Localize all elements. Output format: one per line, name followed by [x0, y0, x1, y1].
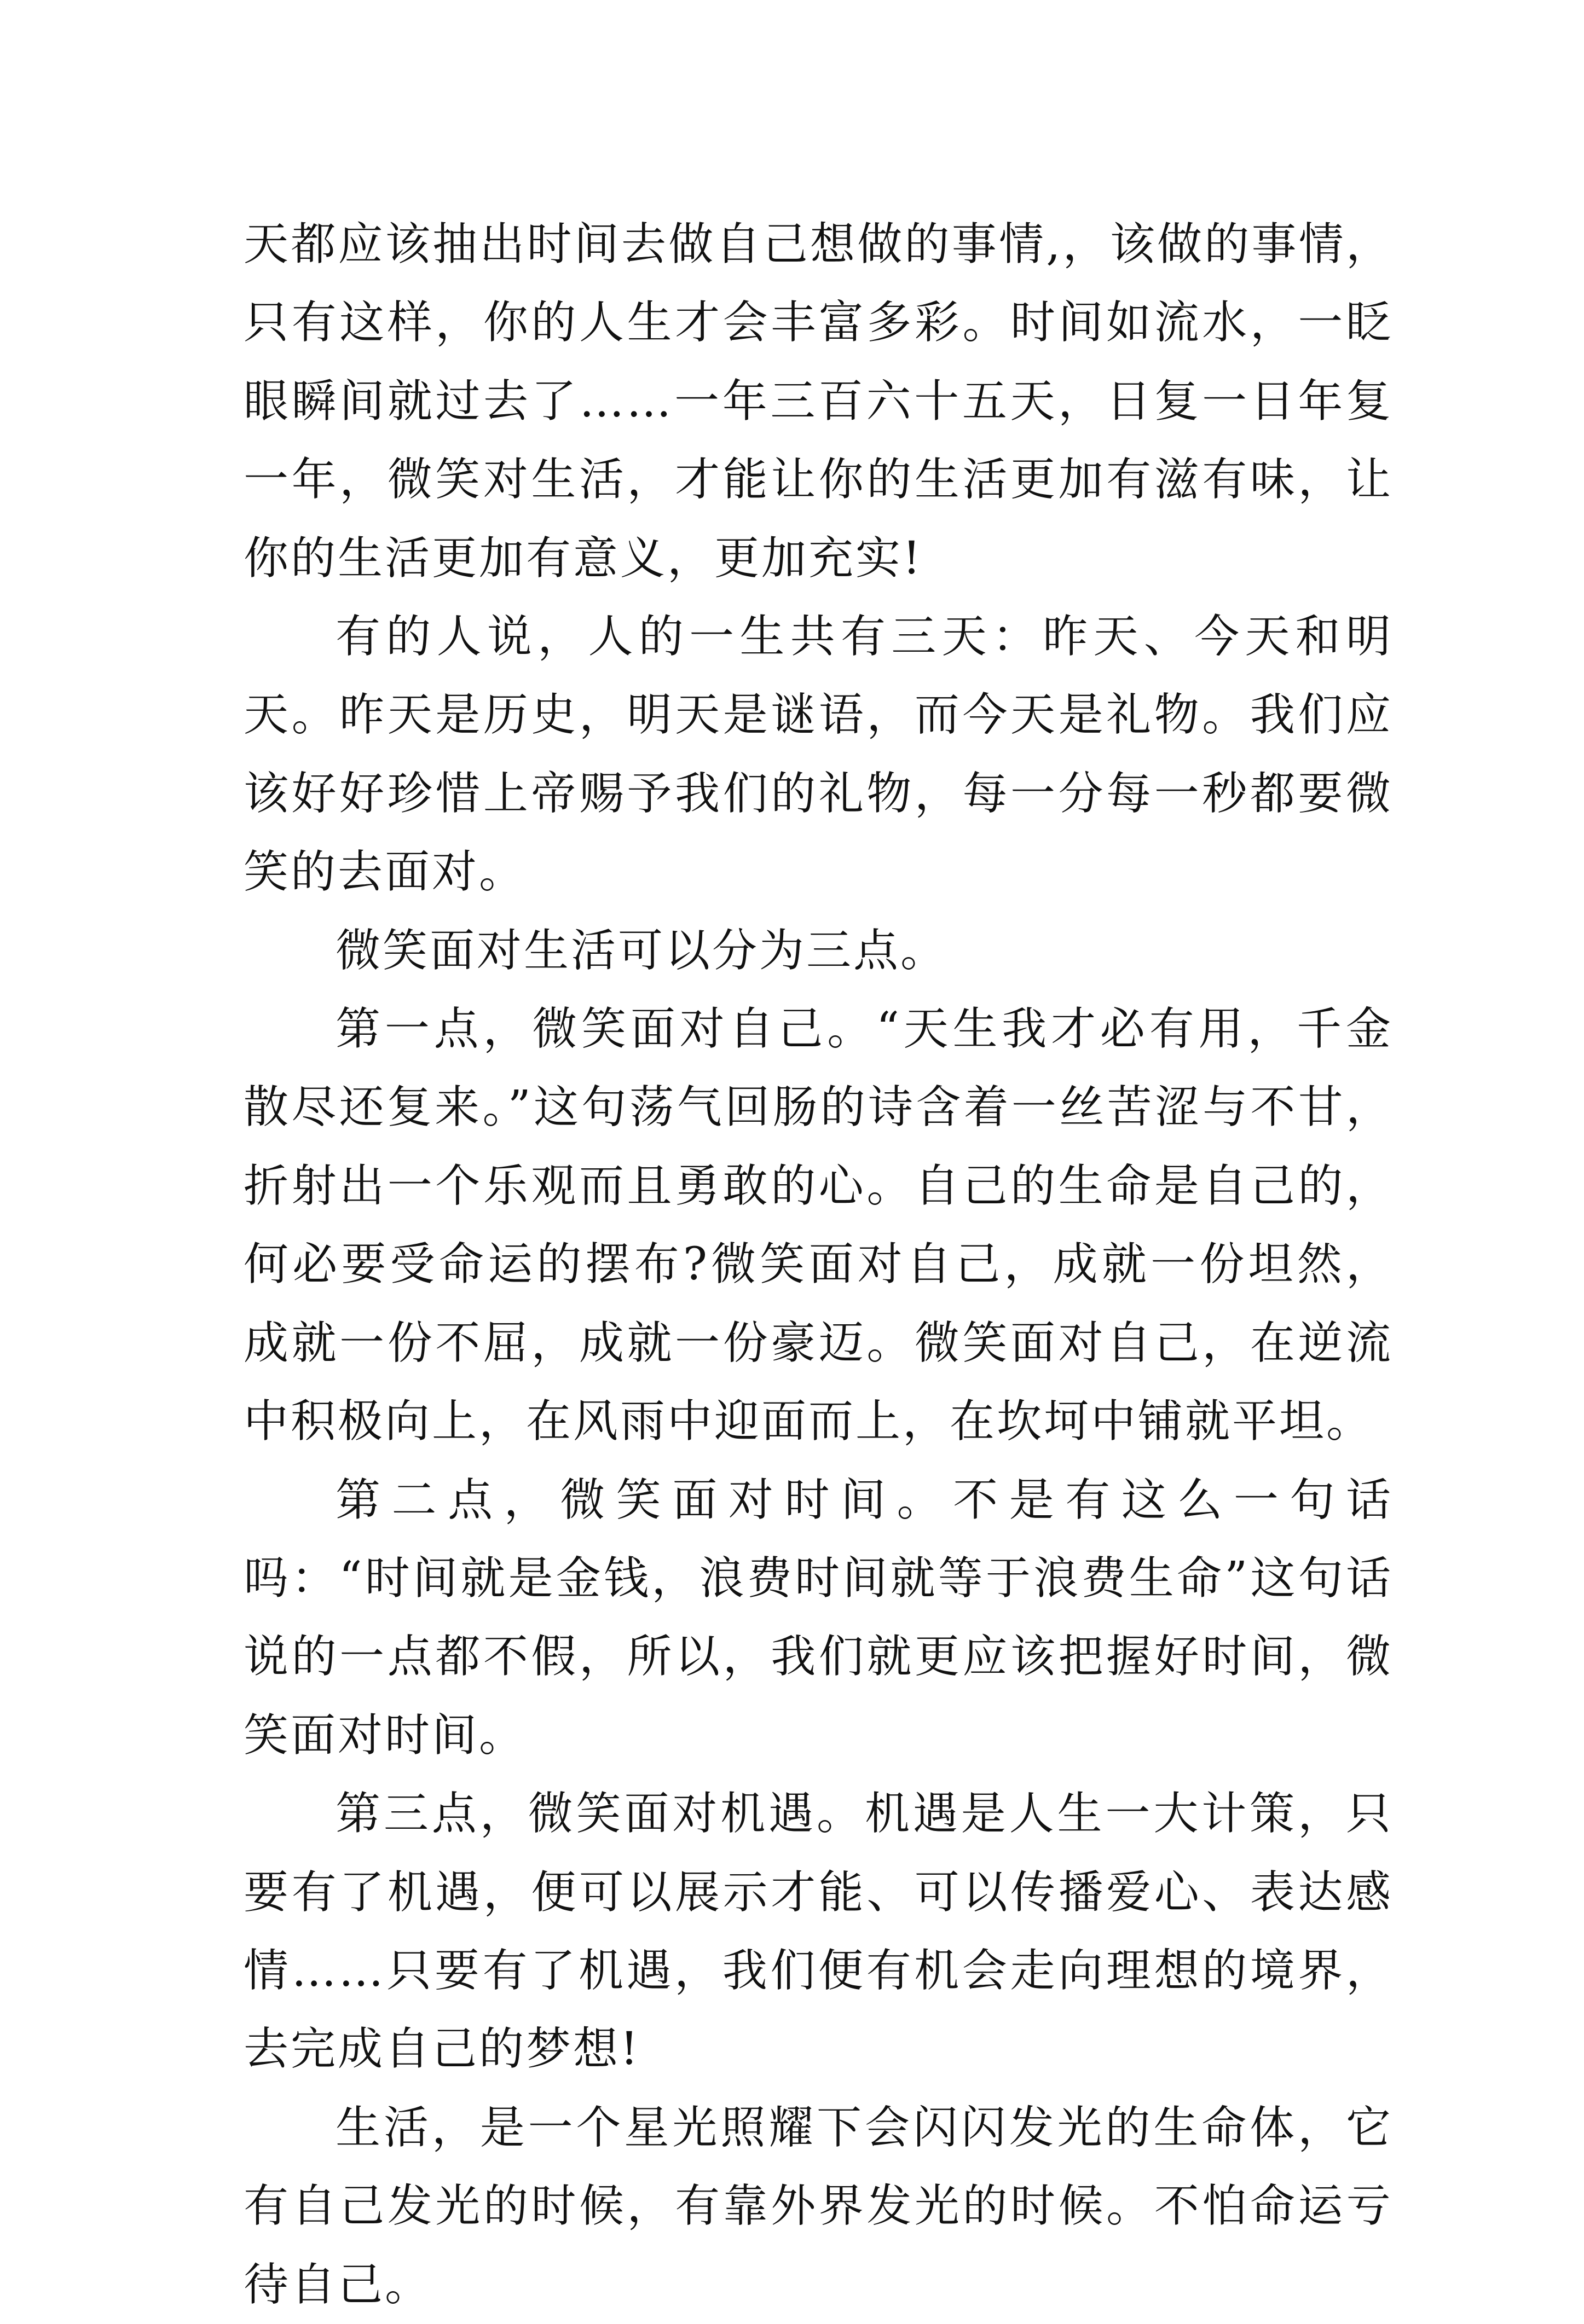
- paragraph-7: 生活，是一个星光照耀下会闪闪发光的生命体，它有自己发光的时候，有靠外界发光的时候。不怕命运亏待自己。: [244, 2101, 1393, 2311]
- paragraph-4: 第一点，微笑面对自己。“天生我才必有用，千金散尽还复来。”这句荡气回肠的诗含着一丝苦涩与不甘，折射出一个乐观而且勇敢的心。自己的生命是自己的，何必要受命运的摆布?微笑面对自己，成就一份坦然，成就一份不屈，成就一份豪迈。微笑面对自己，在逆流中积极向上，在风雨中迎面而上，在坎坷中铺就平坦。: [244, 1003, 1393, 1448]
- paragraph-5: 第二点，微笑面对时间。不是有这么一句话吗：“时间就是金钱，浪费时间就等于浪费生命”这句话说的一点都不假，所以，我们就更应该把握好时间，微笑面对时间。: [244, 1474, 1393, 1761]
- paragraph-1: 天都应该抽出时间去做自己想做的事情,，该做的事情，只有这样，你的人生才会丰富多彩。时间如流水，一眨眼瞬间就过去了……一年三百六十五天，日复一日年复一年，微笑对生活，才能让你的生活更加有滋有味，让你的生活更加有意义，更加充实!: [244, 218, 1393, 584]
- paragraph-6: 第三点，微笑面对机遇。机遇是人生一大计策，只要有了机遇，便可以展示才能、可以传播爱心、表达感情……只要有了机遇，我们便有机会走向理想的境界，去完成自己的梦想!: [244, 1788, 1393, 2076]
- paragraph-3: 微笑面对生活可以分为三点。: [336, 924, 948, 977]
- body-text: [244, 205, 1393, 2324]
- paragraph-2: 有的人说，人的一生共有三天：昨天、今天和明天。昨天是历史，明天是谜语，而今天是礼物。我们应该好好珍惜上帝赐予我们的礼物，每一分每一秒都要微笑的去面对。: [244, 611, 1393, 899]
